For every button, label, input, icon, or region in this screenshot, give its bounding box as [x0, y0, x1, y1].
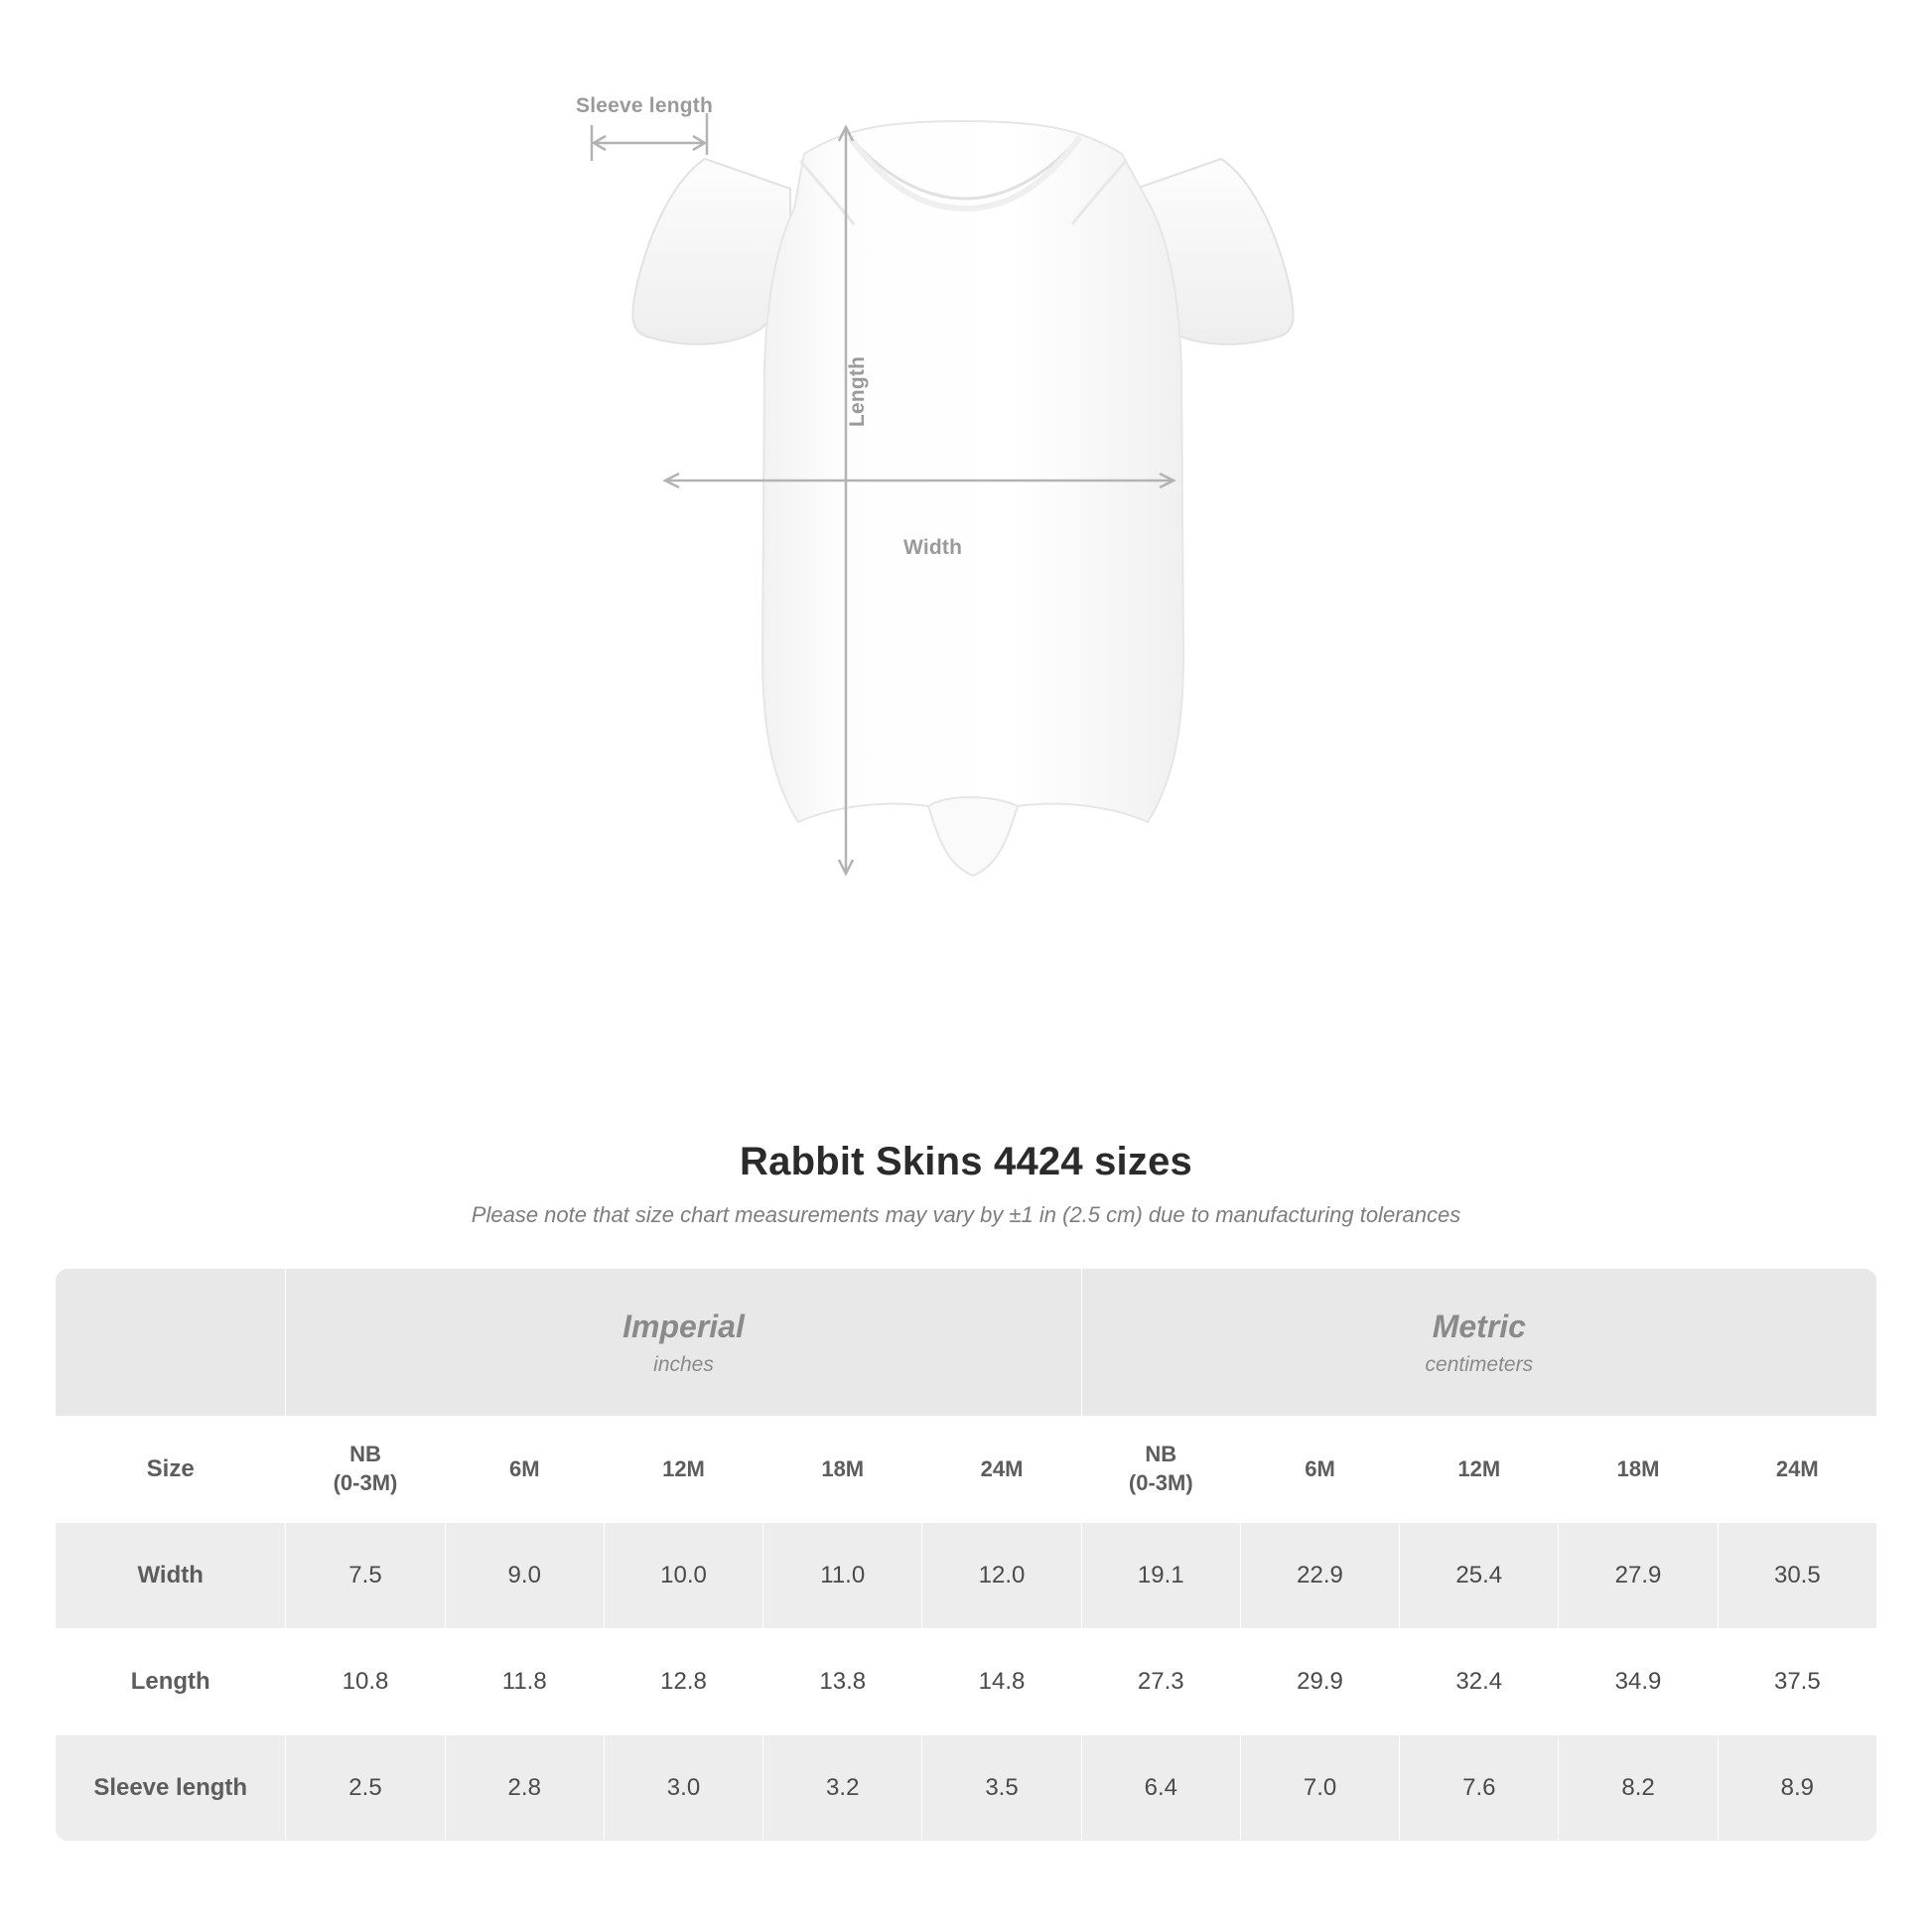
- column-header-row: [56, 1417, 1877, 1523]
- table-cell: 3.5: [922, 1735, 1081, 1842]
- page-title: Rabbit Skins 4424 sizes: [740, 1140, 1192, 1183]
- col-header-line1: NB: [1145, 1442, 1177, 1467]
- col-header-cell: [286, 1417, 445, 1523]
- table-cell: 3.0: [604, 1735, 762, 1842]
- table-cell: 13.8: [763, 1629, 922, 1735]
- col-header-line1: 24M: [1775, 1455, 1819, 1481]
- title-block: [0, 1140, 1932, 1228]
- table-cell: 12.8: [604, 1629, 762, 1735]
- onesie-svg: [556, 99, 1370, 1052]
- table-cell: 7.0: [1240, 1735, 1399, 1842]
- table-cell: 14.8: [922, 1629, 1081, 1735]
- unit-metric-sub: centimeters: [1425, 1353, 1534, 1377]
- col-header-line1: 18M: [1616, 1455, 1660, 1481]
- col-header-line1: 12M: [1457, 1455, 1501, 1481]
- col-header-line1: 24M: [980, 1455, 1024, 1481]
- table-cell: 10.8: [286, 1629, 445, 1735]
- table-cell: 11.8: [445, 1629, 604, 1735]
- table-cell: 25.4: [1400, 1523, 1559, 1629]
- table-cell: 32.4: [1400, 1629, 1559, 1735]
- table-cell: 10.0: [604, 1523, 762, 1629]
- row-label: Length: [56, 1629, 286, 1735]
- crotch-flap: [928, 797, 1018, 876]
- left-sleeve: [632, 159, 790, 345]
- bodysuit-body: [762, 121, 1183, 876]
- col-header-cell: [604, 1417, 762, 1523]
- table-cell: 2.5: [286, 1735, 445, 1842]
- table-cell: 8.2: [1559, 1735, 1718, 1842]
- table-row: [56, 1735, 1877, 1842]
- unit-header-row: [56, 1269, 1877, 1417]
- table-cell: 34.9: [1559, 1629, 1718, 1735]
- size-table-wrapper: [55, 1268, 1877, 1842]
- unit-imperial-cell: [286, 1269, 1081, 1417]
- table-cell: 37.5: [1718, 1629, 1876, 1735]
- unit-imperial-sub: inches: [653, 1353, 714, 1377]
- sleeve-length-label: Sleeve length: [576, 94, 713, 117]
- col-header-line1: NB: [349, 1442, 381, 1467]
- col-header-line1: 18M: [821, 1455, 865, 1481]
- table-cell: 27.3: [1081, 1629, 1240, 1735]
- table-cell: 8.9: [1718, 1735, 1876, 1842]
- unit-corner-cell: [56, 1269, 286, 1417]
- table-cell: 7.6: [1400, 1735, 1559, 1842]
- col-header-cell: [1400, 1417, 1559, 1523]
- row-label: Sleeve length: [56, 1735, 286, 1842]
- col-header-line1: 12M: [662, 1455, 705, 1481]
- table-cell: 7.5: [286, 1523, 445, 1629]
- table-row: [56, 1523, 1877, 1629]
- onesie-figure: [556, 99, 1370, 1052]
- col-header-cell: [445, 1417, 604, 1523]
- table-cell: 9.0: [445, 1523, 604, 1629]
- table-cell: 3.2: [763, 1735, 922, 1842]
- sleeve-arrow: [592, 113, 707, 161]
- length-label: Length: [846, 355, 869, 427]
- table-cell: 19.1: [1081, 1523, 1240, 1629]
- table-cell: 27.9: [1559, 1523, 1718, 1629]
- table-cell: 6.4: [1081, 1735, 1240, 1842]
- unit-metric-name: Metric: [1432, 1308, 1526, 1344]
- col-header-cell: [763, 1417, 922, 1523]
- col-header-line2: (0-3M): [333, 1470, 398, 1495]
- table-cell: 12.0: [922, 1523, 1081, 1629]
- col-header-cell: [1718, 1417, 1876, 1523]
- col-header-line1: 6M: [508, 1455, 540, 1481]
- table-cell: 22.9: [1240, 1523, 1399, 1629]
- unit-imperial-name: Imperial: [622, 1308, 745, 1344]
- tolerance-note: Please note that size chart measurements may vary by ±1 in (2.5 cm) due to manufacturing tolerances: [471, 1202, 1461, 1227]
- table-cell: 2.8: [445, 1735, 604, 1842]
- width-label: Width: [903, 536, 963, 559]
- unit-metric-cell: [1081, 1269, 1876, 1417]
- col-header-cell: [1081, 1417, 1240, 1523]
- col-header-cell: [1559, 1417, 1718, 1523]
- size-header-cell: Size: [56, 1417, 286, 1523]
- table-cell: 30.5: [1718, 1523, 1876, 1629]
- row-label: Width: [56, 1523, 286, 1629]
- col-header-line2: (0-3M): [1128, 1470, 1193, 1495]
- table-row: [56, 1629, 1877, 1735]
- size-table: [55, 1268, 1877, 1842]
- table-cell: 11.0: [763, 1523, 922, 1629]
- table-cell: 29.9: [1240, 1629, 1399, 1735]
- col-header-line1: 6M: [1305, 1455, 1335, 1481]
- col-header-cell: [1240, 1417, 1399, 1523]
- col-header-cell: [922, 1417, 1081, 1523]
